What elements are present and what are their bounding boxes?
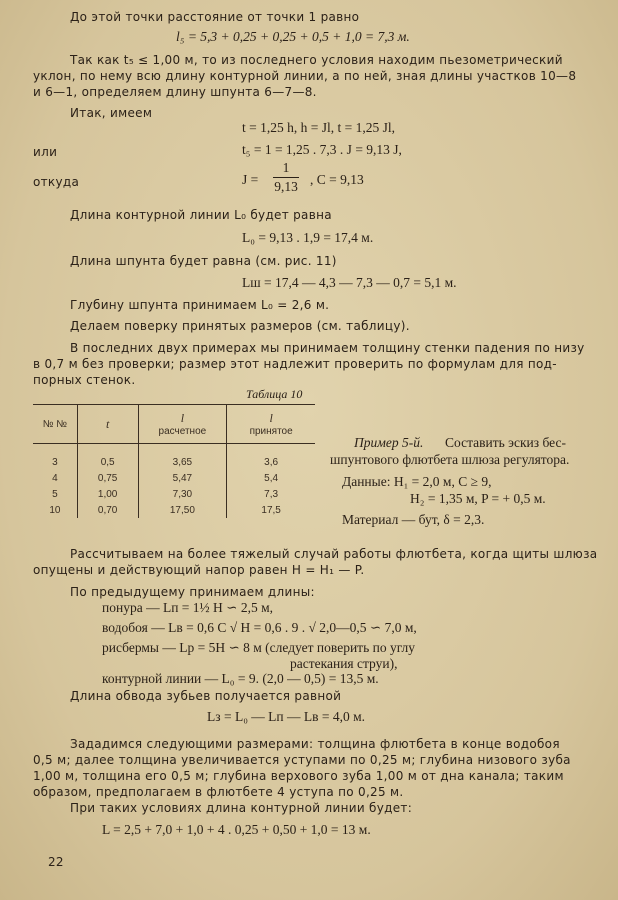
formula-vodoboy: водобоя — Lв = 0,6 C √ H = 0,6 . 9 . √ 2,0—0,5 ∽ 7,0 м,: [102, 620, 417, 635]
text-line: 1,00 м, толщина его 0,5 м; глубина верхового зуба 1,00 м от дна канала; таким: [33, 769, 564, 783]
text-line: Длина обвода зубьев получается равной: [70, 689, 342, 703]
table-row: [33, 454, 315, 470]
cell-calc: 5,47: [138, 470, 227, 486]
table-row: [33, 486, 315, 502]
table-10: [33, 404, 315, 518]
header-t-symbol: t: [105, 416, 110, 431]
text-line: Итак, имеем: [70, 106, 153, 120]
text-line: уклон, по нему всю длину контурной линии, а по ней, зная длины участков 10—8: [33, 69, 577, 83]
formula-Lz: Lз = L₀ — Lп — Lв = 4,0 м.: [207, 709, 366, 724]
cell-acc: 5,4: [227, 470, 315, 486]
cell-t: 0,5: [77, 454, 138, 470]
header-calc-symbol: l: [180, 411, 185, 425]
text-line: Рассчитываем на более тяжелый случай работы флютбета, когда щиты шлюза: [70, 547, 598, 561]
header-acc-label: принятое: [249, 426, 293, 437]
text-line: 0,5 м; далее толщина увеличивается уступами по 0,25 м; глубина низового зуба: [33, 753, 571, 767]
cell-acc: 17,5: [227, 502, 315, 518]
text-word-ili: или: [33, 145, 58, 159]
formula-Lsh: Lш = 17,4 — 4,3 — 7,3 — 0,7 = 5,1 м.: [242, 275, 457, 290]
cell-num: 3: [52, 456, 58, 468]
text-line: образом, предполагаем в флютбете 4 уступа по 0,25 м.: [33, 785, 404, 799]
cell-t: 1,00: [77, 486, 138, 502]
header-num: № №: [33, 405, 77, 444]
formula-kontur: контурной линии — L₀ = 9. (2,0 — 0,5) = 13,5 м.: [102, 671, 379, 686]
fraction-denominator: 9,13: [274, 179, 298, 194]
table-header-row: [33, 405, 315, 444]
text-line: порных стенок.: [33, 373, 136, 387]
formula-l5: l₅ = 5,3 + 0,25 + 0,25 + 0,5 + 1,0 = 7,3 м.: [176, 29, 410, 44]
text-line: опущены и действующий напор равен H = H₁ — P.: [33, 563, 365, 577]
cell-calc: 3,65: [138, 454, 227, 470]
formula-ponur: понура — Lп = 1½ H ∽ 2,5 м,: [102, 600, 274, 615]
header-acc: [227, 405, 315, 444]
text-line: Длина контурной линии L₀ будет равна: [70, 208, 332, 222]
header-t: [77, 405, 138, 444]
table-caption: Таблица 10: [246, 387, 303, 401]
header-calc-label: расчетное: [158, 426, 207, 437]
cell-calc: 17,50: [138, 502, 227, 518]
formula-C: , C = 9,13: [310, 172, 364, 187]
given-data-2: H₂ = 1,35 м, P = + 0,5 м.: [410, 491, 546, 506]
text-line: Глубину шпунта принимаем L₀ = 2,6 м.: [70, 298, 330, 312]
text-line: шпунтового флютбета шлюза регулятора.: [330, 452, 570, 467]
text-line: При таких условиях длина контурной линии будет:: [70, 801, 413, 815]
formula-risberma: рисбермы — Lр = 5H ∽ 8 м (следует поверить по углу: [102, 640, 416, 655]
text-line: Длина шпунта будет равна (см. рис. 11): [70, 254, 337, 268]
text-word-otkuda: откуда: [33, 175, 80, 189]
given-material: Материал — бут, δ = 2,3.: [342, 512, 485, 527]
cell-num: 5: [52, 488, 58, 500]
cell-num: 10: [49, 504, 61, 516]
text-line: Зададимся следующими размерами: толщина флютбета в конце водобоя: [70, 737, 560, 751]
cell-num: 4: [52, 472, 58, 484]
header-acc-symbol: l: [269, 411, 273, 425]
table-row: [33, 470, 315, 486]
formula-t5: t₅ = 1 = 1,25 . 7,3 . J = 9,13 J,: [242, 142, 402, 157]
header-calc: [138, 405, 227, 444]
formula-L-total: L = 2,5 + 7,0 + 1,0 + 4 . 0,25 + 0,50 + 1,0 = 13 м.: [102, 822, 371, 837]
formula-t: t = 1,25 h, h = Jl, t = 1,25 Jl,: [242, 120, 395, 135]
cell-t: 0,75: [77, 470, 138, 486]
text-line: Так как t₅ ≤ 1,00 м, то из последнего условия находим пьезометрический: [70, 53, 563, 67]
formula-J: J =: [242, 172, 259, 187]
text-line: В последних двух примерах мы принимаем толщину стенки падения по низу: [70, 341, 585, 355]
fraction: [266, 160, 306, 195]
fraction-numerator: 1: [282, 160, 290, 175]
table-row: [33, 502, 315, 518]
text-line: растекания струи),: [290, 656, 398, 671]
text-line: и 6—1, определяем длину шпунта 6—7—8.: [33, 85, 317, 99]
given-data-1: Данные: H₁ = 2,0 м, C ≥ 9,: [342, 474, 492, 489]
cell-acc: 3,6: [227, 454, 315, 470]
text-line: По предыдущему принимаем длины:: [70, 585, 315, 599]
text-line: в 0,7 м без проверки; размер этот надлежит проверить по формулам для под-: [33, 357, 557, 371]
formula-L0: L₀ = 9,13 . 1,9 = 17,4 м.: [242, 230, 374, 245]
cell-acc: 7,3: [227, 486, 315, 502]
cell-t: 0,70: [77, 502, 138, 518]
text-line: Делаем поверку принятых размеров (см. таблицу).: [70, 319, 410, 333]
fraction-bar: [273, 177, 299, 178]
text-line: До этой точки расстояние от точки 1 равно: [70, 10, 360, 24]
cell-calc: 7,30: [138, 486, 227, 502]
text-line: Составить эскиз бес-: [445, 435, 566, 450]
example-title: Пример 5-й.: [354, 435, 424, 450]
page-number: 22: [48, 855, 64, 869]
